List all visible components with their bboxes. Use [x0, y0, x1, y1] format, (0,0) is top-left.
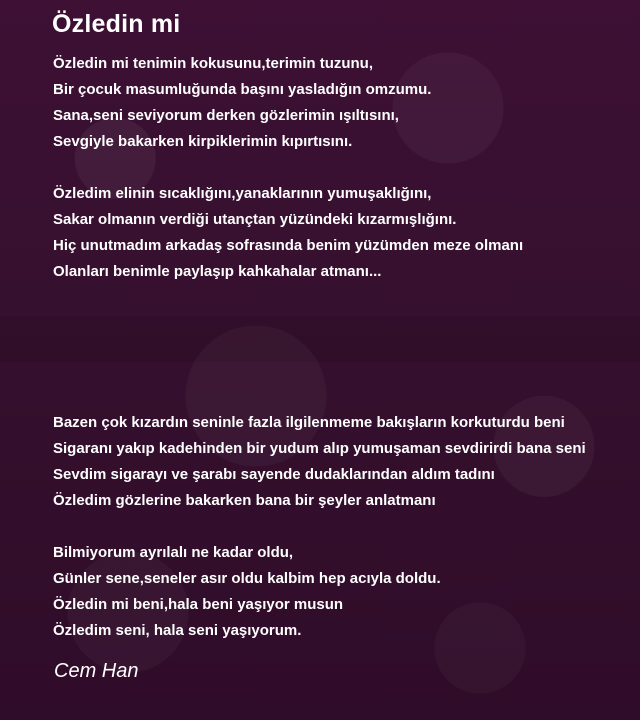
poem-line: Bir çocuk masumluğunda başını yasladığın omzumu. — [53, 81, 432, 98]
poem-line: Sevgiyle bakarken kirpiklerimin kıpırtısını. — [53, 133, 353, 150]
poem-line: Özledin mi tenimin kokusunu,terimin tuzunu, — [53, 55, 374, 72]
stanza-2 — [53, 181, 523, 285]
poem-line: Özledim gözlerine bakarken bana bir şeyler anlatmanı — [53, 492, 436, 509]
poem-line: Sana,seni seviyorum derken gözlerimin ışıltısını, — [53, 107, 399, 124]
poem-line: Bilmiyorum ayrılalı ne kadar oldu, — [53, 544, 294, 561]
background-band — [0, 316, 640, 362]
poem-line: Özledim seni, hala seni yaşıyorum. — [53, 622, 302, 639]
poem-line: Bazen çok kızardın seninle fazla ilgilenmeme bakışların korkuturdu beni — [53, 414, 565, 431]
poem-title: Özledin mi — [52, 10, 181, 38]
poem-line: Özledin mi beni,hala beni yaşıyor musun — [53, 596, 344, 613]
poem-line: Sevdim sigarayı ve şarabı sayende dudaklarından aldım tadını — [53, 466, 495, 483]
poem-line: Özledim elinin sıcaklığını,yanaklarının yumuşaklığını, — [53, 185, 432, 202]
poem-line: Günler sene,seneler asır oldu kalbim hep acıyla doldu. — [53, 570, 441, 587]
stanza-4 — [53, 540, 441, 644]
stanza-1 — [53, 51, 431, 155]
poem-author: Cem Han — [54, 660, 139, 682]
stanza-3 — [53, 410, 586, 514]
poem-line: Hiç unutmadım arkadaş sofrasında benim yüzümden meze olmanı — [53, 237, 524, 254]
poem-line: Sakar olmanın verdiği utançtan yüzündeki kızarmışlığını. — [53, 211, 457, 228]
poem-line: Olanları benimle paylaşıp kahkahalar atmanı... — [53, 263, 382, 280]
poem-line: Sigaranı yakıp kadehinden bir yudum alıp yumuşaman sevdirirdi bana seni — [53, 440, 586, 457]
